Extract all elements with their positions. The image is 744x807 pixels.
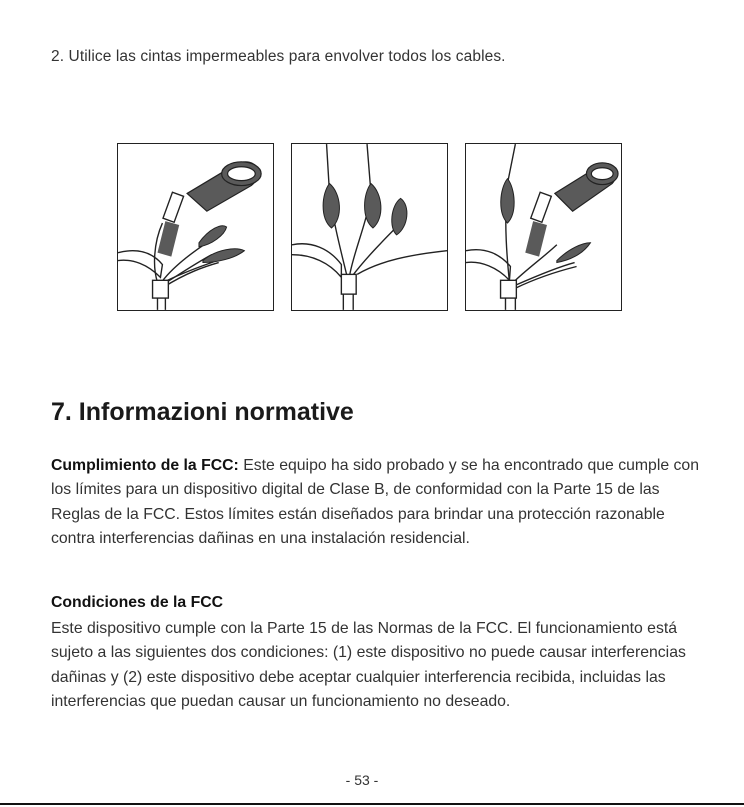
wrap-step-connectors-illustration xyxy=(291,143,448,311)
wrap-step-start-illustration xyxy=(117,143,274,311)
fcc-compliance-label: Cumplimiento de la FCC: xyxy=(51,457,239,474)
footer-divider xyxy=(0,803,744,805)
section-title: 7. Informazioni normative xyxy=(51,398,354,426)
wrap-step-finish-illustration xyxy=(465,143,622,311)
fcc-compliance-text: Este equipo ha sido probado y se ha encontrado que cumple con los límites para un dispositivo digital de Clase B, de conformidad con la Parte 15 de las Reglas de la FCC. Estos límites están diseñados para brindar una protección razonable contra interferencias dañinas en una instalación residencial. xyxy=(51,457,699,547)
cable-tape-illustration xyxy=(118,144,273,310)
page-number: - 53 - xyxy=(345,772,379,788)
step-instruction: 2. Utilice las cintas impermeables para envolver todos los cables. xyxy=(51,48,506,65)
fcc-conditions-paragraph: Este dispositivo cumple con la Parte 15 de las Normas de la FCC. El funcionamiento está sujeto a las siguientes dos condiciones: (1) este dispositivo no puede causar interferencias dañinas y (2) este dispositivo debe aceptar cualquier interferencia recibida, incluidas las interferencias que puedan causar un funcionamiento no deseado. xyxy=(51,620,686,710)
cable-tape-illustration xyxy=(466,144,621,310)
fcc-conditions-heading: Condiciones de la FCC xyxy=(51,594,224,611)
fcc-compliance-paragraph xyxy=(51,454,711,551)
cable-tape-illustration xyxy=(292,144,447,310)
